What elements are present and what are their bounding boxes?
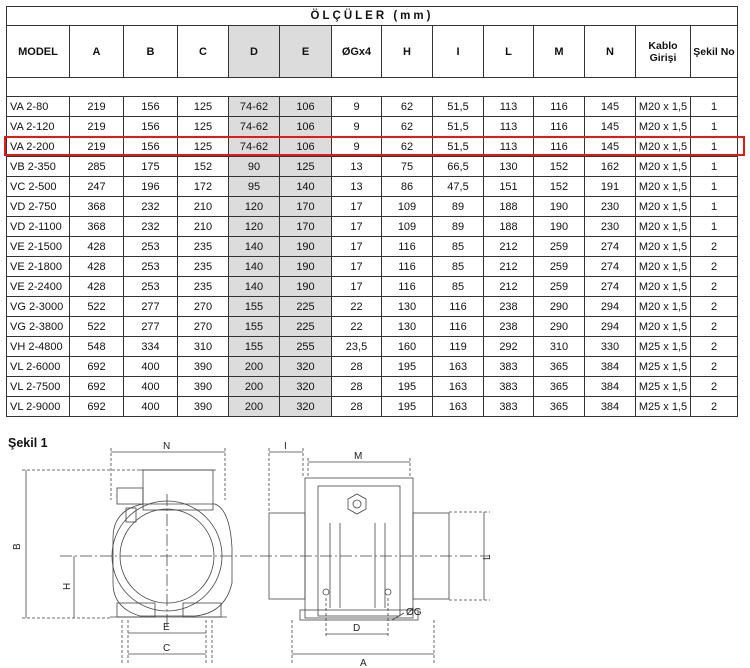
table-body bbox=[7, 97, 738, 417]
table-cell: M20 x 1,5 bbox=[636, 257, 691, 277]
table-cell: 75 bbox=[382, 157, 433, 177]
table-cell: 200 bbox=[229, 397, 280, 417]
table-cell: 368 bbox=[70, 217, 124, 237]
table-cell: 155 bbox=[229, 317, 280, 337]
table-cell: 210 bbox=[178, 217, 229, 237]
cell-model: VG 2-3800 bbox=[7, 317, 70, 337]
table-cell: 692 bbox=[70, 377, 124, 397]
table-cell: M20 x 1,5 bbox=[636, 117, 691, 137]
table-cell: 9 bbox=[332, 117, 382, 137]
table-cell: 320 bbox=[280, 397, 332, 417]
table-cell: 253 bbox=[124, 277, 178, 297]
table-row bbox=[7, 317, 738, 337]
table-cell: 116 bbox=[382, 237, 433, 257]
table-cell: 247 bbox=[70, 177, 124, 197]
table-cell: 274 bbox=[585, 277, 636, 297]
table-cell: 428 bbox=[70, 237, 124, 257]
table-cell: 277 bbox=[124, 317, 178, 337]
table-cell: M25 x 1,5 bbox=[636, 357, 691, 377]
table-cell: 384 bbox=[585, 377, 636, 397]
cell-model: VH 2-4800 bbox=[7, 337, 70, 357]
table-cell: 195 bbox=[382, 377, 433, 397]
dim-label-n: N bbox=[163, 441, 171, 452]
table-cell: 62 bbox=[382, 97, 433, 117]
table-cell: 1 bbox=[691, 137, 738, 157]
table-cell: 2 bbox=[691, 317, 738, 337]
table-cell: 130 bbox=[382, 317, 433, 337]
table-cell: 1 bbox=[691, 197, 738, 217]
table-cell: 195 bbox=[382, 357, 433, 377]
table-cell: 292 bbox=[484, 337, 534, 357]
table-cell: 9 bbox=[332, 97, 382, 117]
table-cell: 13 bbox=[332, 157, 382, 177]
header-g: ØGx4 bbox=[332, 26, 382, 78]
table-cell: 188 bbox=[484, 217, 534, 237]
header-c: C bbox=[178, 26, 229, 78]
table-cell: 1 bbox=[691, 217, 738, 237]
table-cell: 428 bbox=[70, 277, 124, 297]
cell-model: VD 2-1100 bbox=[7, 217, 70, 237]
cell-model: VL 2-6000 bbox=[7, 357, 70, 377]
cell-model: VL 2-9000 bbox=[7, 397, 70, 417]
cell-model: VA 2-120 bbox=[7, 117, 70, 137]
table-cell: 253 bbox=[124, 257, 178, 277]
header-b: B bbox=[124, 26, 178, 78]
table-cell: 163 bbox=[433, 397, 484, 417]
table-cell: 47,5 bbox=[433, 177, 484, 197]
dim-label-h: H bbox=[62, 582, 73, 590]
table-cell: 170 bbox=[280, 197, 332, 217]
table-cell: 195 bbox=[382, 397, 433, 417]
table-cell: 17 bbox=[332, 197, 382, 217]
table-cell: 17 bbox=[332, 277, 382, 297]
table-cell: 119 bbox=[433, 337, 484, 357]
table-cell: 692 bbox=[70, 397, 124, 417]
table-cell: 109 bbox=[382, 217, 433, 237]
table-cell: 2 bbox=[691, 357, 738, 377]
table-title: ÖLÇÜLER (mm) bbox=[7, 7, 738, 26]
table-cell: 163 bbox=[433, 357, 484, 377]
table-cell: 2 bbox=[691, 237, 738, 257]
table-cell: 235 bbox=[178, 237, 229, 257]
table-cell: 140 bbox=[229, 257, 280, 277]
table-cell: 172 bbox=[178, 177, 229, 197]
table-cell: 400 bbox=[124, 357, 178, 377]
table-cell: 212 bbox=[484, 257, 534, 277]
table-cell: 368 bbox=[70, 197, 124, 217]
table-cell: 1 bbox=[691, 117, 738, 137]
table-row bbox=[7, 237, 738, 257]
table-cell: 365 bbox=[534, 357, 585, 377]
table-cell: 190 bbox=[280, 277, 332, 297]
table-cell: 95 bbox=[229, 177, 280, 197]
table-cell: 130 bbox=[484, 157, 534, 177]
table-cell: 225 bbox=[280, 317, 332, 337]
table-cell: 200 bbox=[229, 377, 280, 397]
table-row bbox=[7, 177, 738, 197]
table-row bbox=[7, 357, 738, 377]
table-cell: 156 bbox=[124, 137, 178, 157]
cell-model: VG 2-3000 bbox=[7, 297, 70, 317]
table-cell: 238 bbox=[484, 317, 534, 337]
table-cell: 74-62 bbox=[229, 117, 280, 137]
table-cell: 190 bbox=[280, 237, 332, 257]
table-row bbox=[7, 397, 738, 417]
table-cell: 2 bbox=[691, 257, 738, 277]
side-view bbox=[269, 448, 490, 663]
cell-model: VA 2-200 bbox=[7, 137, 70, 157]
table-cell: 116 bbox=[382, 277, 433, 297]
dim-label-m: M bbox=[354, 451, 363, 462]
table-cell: 428 bbox=[70, 257, 124, 277]
table-cell: M25 x 1,5 bbox=[636, 397, 691, 417]
table-cell: 522 bbox=[70, 297, 124, 317]
table-row bbox=[7, 257, 738, 277]
table-cell: 383 bbox=[484, 357, 534, 377]
table-cell: 140 bbox=[280, 177, 332, 197]
cell-model: VC 2-500 bbox=[7, 177, 70, 197]
table-cell: 294 bbox=[585, 317, 636, 337]
table-cell: 232 bbox=[124, 197, 178, 217]
table-cell: 120 bbox=[229, 217, 280, 237]
table-cell: 259 bbox=[534, 277, 585, 297]
table-cell: M20 x 1,5 bbox=[636, 97, 691, 117]
header-m: M bbox=[534, 26, 585, 78]
table-cell: 310 bbox=[178, 337, 229, 357]
table-cell: 212 bbox=[484, 237, 534, 257]
table-cell: 219 bbox=[70, 137, 124, 157]
header-figure-no: Şekil No bbox=[691, 26, 738, 78]
table-cell: 116 bbox=[534, 137, 585, 157]
table-cell: 116 bbox=[433, 297, 484, 317]
table-cell: 145 bbox=[585, 137, 636, 157]
table-cell: 255 bbox=[280, 337, 332, 357]
header-cable-entry: Kablo Girişi bbox=[636, 26, 691, 78]
header-n: N bbox=[585, 26, 636, 78]
table-cell: 155 bbox=[229, 337, 280, 357]
table-cell: 28 bbox=[332, 397, 382, 417]
table-cell: 188 bbox=[484, 197, 534, 217]
table-cell: 151 bbox=[484, 177, 534, 197]
table-cell: 85 bbox=[433, 277, 484, 297]
table-cell: 692 bbox=[70, 357, 124, 377]
table-cell: 106 bbox=[280, 137, 332, 157]
table-cell: 235 bbox=[178, 257, 229, 277]
table-cell: M20 x 1,5 bbox=[636, 297, 691, 317]
cell-model: VL 2-7500 bbox=[7, 377, 70, 397]
table-cell: 162 bbox=[585, 157, 636, 177]
table-cell: 17 bbox=[332, 257, 382, 277]
table-cell: 390 bbox=[178, 357, 229, 377]
table-cell: 1 bbox=[691, 177, 738, 197]
table-cell: 74-62 bbox=[229, 137, 280, 157]
table-cell: 86 bbox=[382, 177, 433, 197]
table-cell: M20 x 1,5 bbox=[636, 237, 691, 257]
table-cell: 85 bbox=[433, 237, 484, 257]
table-cell: 156 bbox=[124, 117, 178, 137]
table-cell: 152 bbox=[534, 177, 585, 197]
dim-label-e: E bbox=[163, 622, 170, 633]
table-cell: 400 bbox=[124, 377, 178, 397]
figure-label: Şekil 1 bbox=[8, 436, 48, 450]
table-cell: 116 bbox=[382, 257, 433, 277]
table-cell: M25 x 1,5 bbox=[636, 337, 691, 357]
cell-model: VD 2-750 bbox=[7, 197, 70, 217]
cable-gland bbox=[117, 488, 143, 504]
table-cell: 130 bbox=[382, 297, 433, 317]
table-cell: 290 bbox=[534, 297, 585, 317]
table-cell: 90 bbox=[229, 157, 280, 177]
table-cell: 390 bbox=[178, 377, 229, 397]
table-cell: 17 bbox=[332, 217, 382, 237]
table-cell: 23,5 bbox=[332, 337, 382, 357]
table-cell: 170 bbox=[280, 217, 332, 237]
table-cell: 230 bbox=[585, 197, 636, 217]
table-cell: 230 bbox=[585, 217, 636, 237]
table-cell: 196 bbox=[124, 177, 178, 197]
header-e: E bbox=[280, 26, 332, 78]
table-cell: 116 bbox=[534, 117, 585, 137]
table-cell: 17 bbox=[332, 237, 382, 257]
table-cell: 113 bbox=[484, 137, 534, 157]
table-cell: M20 x 1,5 bbox=[636, 317, 691, 337]
table-cell: 365 bbox=[534, 377, 585, 397]
dim-label-d: D bbox=[353, 623, 361, 634]
table-cell: 120 bbox=[229, 197, 280, 217]
table-cell: 334 bbox=[124, 337, 178, 357]
table-row bbox=[7, 157, 738, 177]
dim-label-i: I bbox=[284, 441, 287, 452]
table-cell: 66,5 bbox=[433, 157, 484, 177]
table-cell: 259 bbox=[534, 257, 585, 277]
side-housing bbox=[305, 478, 413, 618]
header-l: L bbox=[484, 26, 534, 78]
table-cell: 190 bbox=[534, 197, 585, 217]
table-cell: M20 x 1,5 bbox=[636, 157, 691, 177]
table-cell: 365 bbox=[534, 397, 585, 417]
table-row bbox=[7, 97, 738, 117]
table-row bbox=[7, 197, 738, 217]
table-cell: 62 bbox=[382, 117, 433, 137]
table-cell: 51,5 bbox=[433, 137, 484, 157]
table-cell: 2 bbox=[691, 297, 738, 317]
table-cell: 2 bbox=[691, 377, 738, 397]
table-cell: 219 bbox=[70, 97, 124, 117]
table-cell: M20 x 1,5 bbox=[636, 177, 691, 197]
table-cell: 125 bbox=[280, 157, 332, 177]
dim-label-l: L bbox=[482, 554, 493, 560]
technical-drawing bbox=[0, 438, 750, 668]
table-cell: 225 bbox=[280, 297, 332, 317]
table-cell: 320 bbox=[280, 357, 332, 377]
table-cell: 106 bbox=[280, 117, 332, 137]
table-cell: 383 bbox=[484, 397, 534, 417]
header-i: I bbox=[433, 26, 484, 78]
table-cell: 290 bbox=[534, 317, 585, 337]
dim-label-b: B bbox=[12, 543, 23, 550]
table-cell: 9 bbox=[332, 137, 382, 157]
hex-bolt bbox=[348, 494, 366, 514]
table-cell: 62 bbox=[382, 137, 433, 157]
table-cell: 219 bbox=[70, 117, 124, 137]
table-cell: 190 bbox=[280, 257, 332, 277]
dimension-labels bbox=[12, 441, 493, 668]
table-cell: 85 bbox=[433, 257, 484, 277]
table-row bbox=[7, 137, 738, 157]
table-cell: 384 bbox=[585, 397, 636, 417]
table-cell: 109 bbox=[382, 197, 433, 217]
table-cell: M20 x 1,5 bbox=[636, 277, 691, 297]
spacer-row bbox=[7, 78, 738, 97]
header-d: D bbox=[229, 26, 280, 78]
table-row bbox=[7, 377, 738, 397]
table-cell: 270 bbox=[178, 317, 229, 337]
table-cell: 74-62 bbox=[229, 97, 280, 117]
table-cell: 232 bbox=[124, 217, 178, 237]
table-cell: M20 x 1,5 bbox=[636, 137, 691, 157]
table-cell: 140 bbox=[229, 237, 280, 257]
table-cell: 253 bbox=[124, 237, 178, 257]
table-cell: 210 bbox=[178, 197, 229, 217]
table-cell: 156 bbox=[124, 97, 178, 117]
table-cell: 155 bbox=[229, 297, 280, 317]
table-cell: 277 bbox=[124, 297, 178, 317]
dim-label-a: A bbox=[360, 658, 367, 668]
table-cell: 51,5 bbox=[433, 117, 484, 137]
table-cell: M20 x 1,5 bbox=[636, 197, 691, 217]
table-cell: 235 bbox=[178, 277, 229, 297]
table-cell: 384 bbox=[585, 357, 636, 377]
table-cell: 140 bbox=[229, 277, 280, 297]
table-cell: 400 bbox=[124, 397, 178, 417]
table-cell: 125 bbox=[178, 117, 229, 137]
table-cell: 145 bbox=[585, 117, 636, 137]
header-model: MODEL bbox=[7, 26, 70, 78]
table-cell: 113 bbox=[484, 117, 534, 137]
table-row bbox=[7, 277, 738, 297]
table-cell: 1 bbox=[691, 97, 738, 117]
table-cell: 2 bbox=[691, 337, 738, 357]
table-cell: 152 bbox=[534, 157, 585, 177]
table-cell: 2 bbox=[691, 277, 738, 297]
table-cell: 116 bbox=[433, 317, 484, 337]
table-cell: 22 bbox=[332, 297, 382, 317]
dim-label-c: C bbox=[163, 643, 171, 654]
table-cell: 330 bbox=[585, 337, 636, 357]
table-row bbox=[7, 117, 738, 137]
table-cell: 145 bbox=[585, 97, 636, 117]
header-a: A bbox=[70, 26, 124, 78]
table-cell: 294 bbox=[585, 297, 636, 317]
table-cell: 190 bbox=[534, 217, 585, 237]
table-cell: 274 bbox=[585, 237, 636, 257]
cell-model: VB 2-350 bbox=[7, 157, 70, 177]
header-h: H bbox=[382, 26, 433, 78]
table-row bbox=[7, 217, 738, 237]
table-cell: M20 x 1,5 bbox=[636, 217, 691, 237]
table-cell: 51,5 bbox=[433, 97, 484, 117]
table-cell: 191 bbox=[585, 177, 636, 197]
table-cell: 212 bbox=[484, 277, 534, 297]
table-row bbox=[7, 297, 738, 317]
table-cell: 522 bbox=[70, 317, 124, 337]
table-cell: 28 bbox=[332, 357, 382, 377]
table-cell: 285 bbox=[70, 157, 124, 177]
table-cell: 89 bbox=[433, 197, 484, 217]
table-cell: 89 bbox=[433, 217, 484, 237]
table-cell: 106 bbox=[280, 97, 332, 117]
table-row bbox=[7, 337, 738, 357]
table-cell: 270 bbox=[178, 297, 229, 317]
cell-model: VA 2-80 bbox=[7, 97, 70, 117]
table-cell: 152 bbox=[178, 157, 229, 177]
table-cell: 22 bbox=[332, 317, 382, 337]
table-cell: 259 bbox=[534, 237, 585, 257]
dim-label-g: ØG bbox=[406, 607, 422, 618]
cell-model: VE 2-1800 bbox=[7, 257, 70, 277]
table-cell: 125 bbox=[178, 137, 229, 157]
table-cell: 160 bbox=[382, 337, 433, 357]
table-cell: 238 bbox=[484, 297, 534, 317]
table-cell: 383 bbox=[484, 377, 534, 397]
table-cell: 320 bbox=[280, 377, 332, 397]
dimensions-table bbox=[6, 6, 738, 417]
table-cell: 390 bbox=[178, 397, 229, 417]
cell-model: VE 2-1500 bbox=[7, 237, 70, 257]
table-cell: 13 bbox=[332, 177, 382, 197]
front-view bbox=[22, 448, 490, 663]
table-cell: 125 bbox=[178, 97, 229, 117]
cell-model: VE 2-2400 bbox=[7, 277, 70, 297]
table-cell: 200 bbox=[229, 357, 280, 377]
table-cell: 116 bbox=[534, 97, 585, 117]
table-cell: 28 bbox=[332, 377, 382, 397]
table-cell: 2 bbox=[691, 397, 738, 417]
table-cell: 548 bbox=[70, 337, 124, 357]
table-cell: 163 bbox=[433, 377, 484, 397]
table-cell: 310 bbox=[534, 337, 585, 357]
table-cell: 274 bbox=[585, 257, 636, 277]
table-cell: 175 bbox=[124, 157, 178, 177]
table-cell: 1 bbox=[691, 157, 738, 177]
table-cell: M25 x 1,5 bbox=[636, 377, 691, 397]
table-cell: 113 bbox=[484, 97, 534, 117]
